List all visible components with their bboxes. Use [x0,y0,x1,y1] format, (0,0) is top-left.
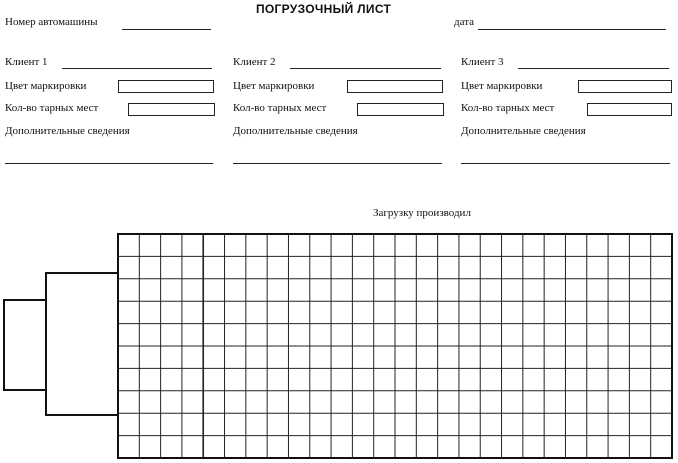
client-1-places-label: Кол-во тарных мест [5,102,99,114]
date-label: дата [454,16,475,28]
client-3-extra-label: Дополнительные сведения [461,125,586,137]
client-1-label: Клиент 1 [5,56,48,68]
client-3-places-label: Кол-во тарных мест [461,102,555,114]
page-title: ПОГРУЗОЧНЫЙ ЛИСТ [256,2,392,16]
loaded-by-label: Загрузку производил [373,207,471,219]
client-2-label: Клиент 2 [233,56,276,68]
client-2-places-label: Кол-во тарных мест [233,102,327,114]
client-2-extra-label: Дополнительные сведения [233,125,358,137]
truck-cab-front [4,300,46,390]
client-1-color-label: Цвет маркировки [5,80,87,92]
cargo-grid[interactable] [118,234,672,458]
client-3-color-label: Цвет маркировки [461,80,543,92]
client-1-extra-label: Дополнительные сведения [5,125,130,137]
vehicle-number-label: Номер автомашины [5,16,98,28]
truck-cab [46,273,118,415]
client-3-label: Клиент 3 [461,56,504,68]
client-2-color-label: Цвет маркировки [233,80,315,92]
